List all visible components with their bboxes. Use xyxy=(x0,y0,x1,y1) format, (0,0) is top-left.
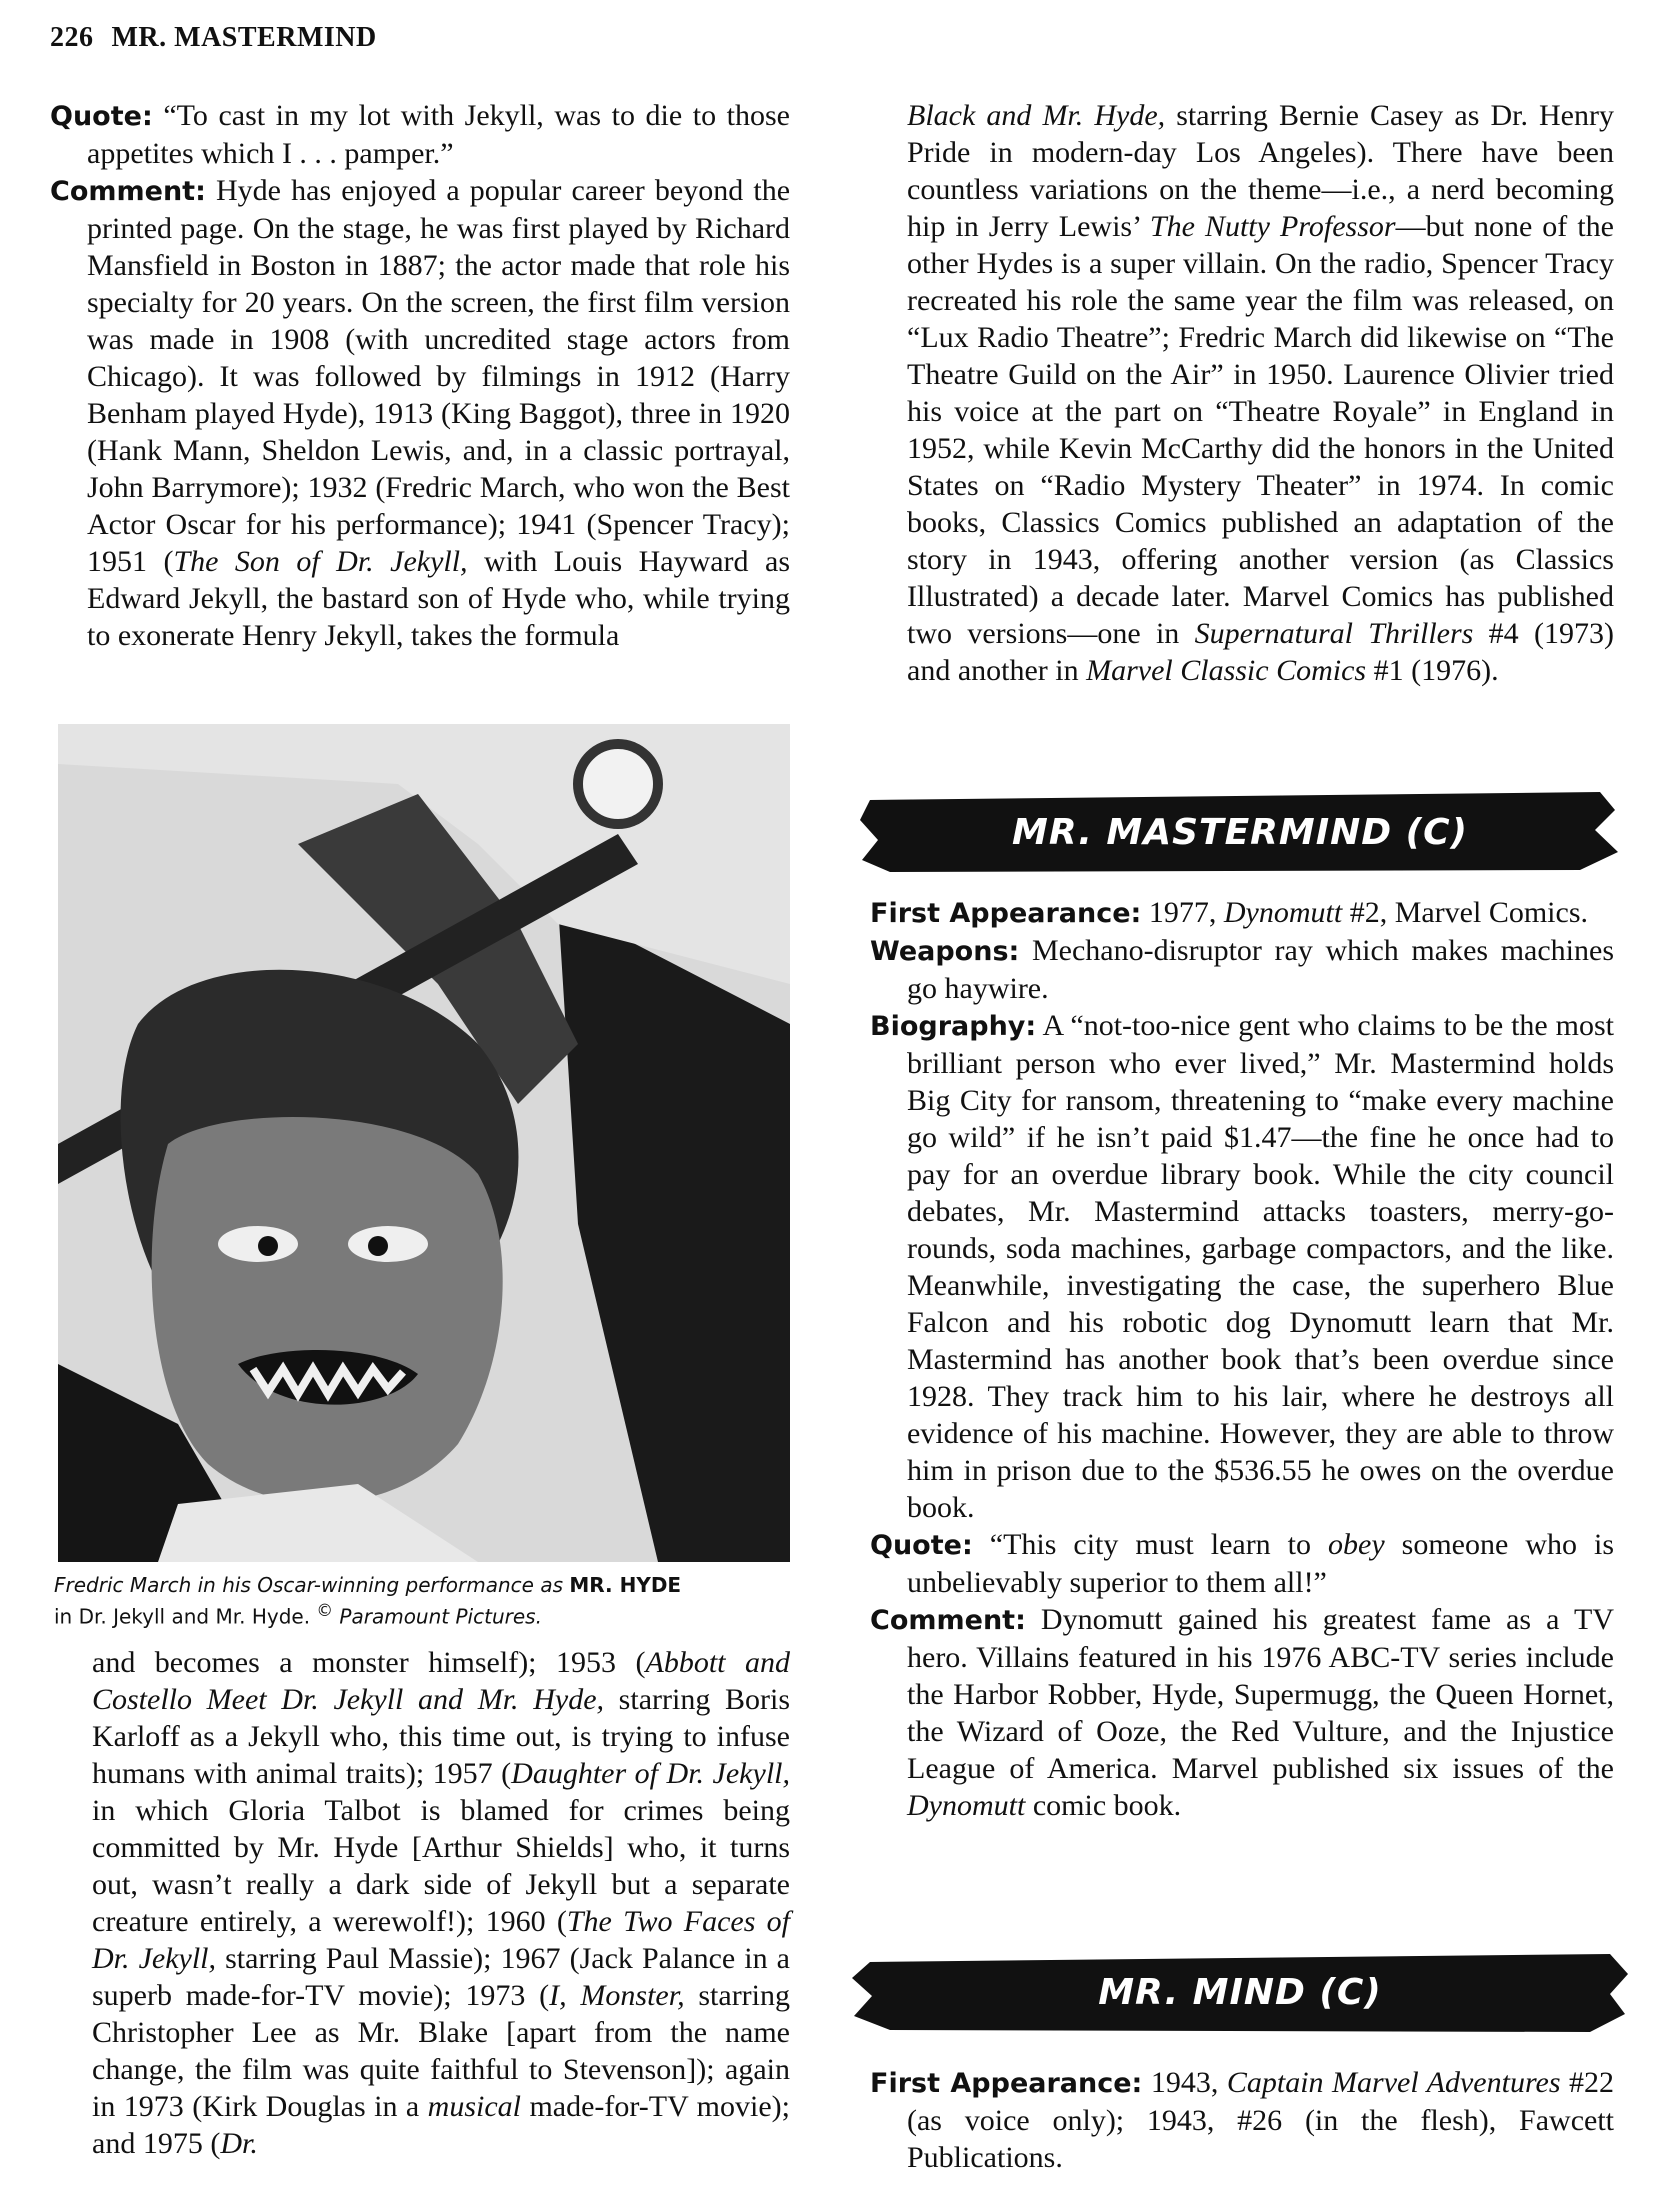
mastermind-entry xyxy=(870,894,1614,1824)
mastermind-banner xyxy=(860,790,1620,874)
hyde-quote: Quote: “To cast in my lot with Jekyll, was to die to those appetites which I . . . pamper.” xyxy=(50,99,790,170)
mastermind-first-appearance: First Appearance: 1977, Dynomutt #2, Marvel Comics. xyxy=(870,896,1588,929)
page-number: 226 xyxy=(50,22,94,53)
hyde-comment: Comment: Hyde has enjoyed a popular career beyond the printed page. On the stage, he was first played by Richard Mansfield in Boston in 1887; the actor made that role his specialty for 20 years. On the screen, the first film version was made in 1908 (with uncredited stage actors from Chicago). It was followed by filmings in 1912 (Harry Benham played Hyde), 1913 (King Baggot), three in 1920 (Hank Mann, Sheldon Lewis, and, in a classic portrayal, John Barrymore); 1932 (Fredric March, who won the Best Actor Oscar for his performance); 1941 (Spencer Tracy); 1951 (The Son of Dr. Jekyll, with Louis Hayward as Edward Jekyll, the bastard son of Hyde who, while trying to exonerate Henry Jekyll, takes the formula xyxy=(50,174,791,652)
mastermind-biography: Biography: A “not-too-nice gent who claims to be the most brilliant person who ever lived,” Mr. Mastermind holds Big City for ransom, threatening to “make every machine go wild” if he isn’t paid $1.47—the fine he once had to pay for an overdue library book. While the city council debates, Mr. Mastermind attacks toasters, merry-go-rounds, soda machines, garbage compactors, and the like. Meanwhile, investigating the case, the superhero Blue Falcon and his robotic dog Dynomutt learn that Mr. Mastermind has another book that’s been overdue since 1928. They track him to his lair, where he destroys all evidence of his machine. However, they are able to throw him in prison due to the $536.55 he owes on the overdue book. xyxy=(870,1009,1614,1524)
hyde-entry-continued xyxy=(92,1644,790,2162)
hyde-entry-right xyxy=(870,97,1614,689)
hyde-comment-continued: and becomes a monster himself); 1953 (Abbott and Costello Meet Dr. Jekyll and Mr. Hyde, starring Boris Karloff as a Jekyll who, this time out, is trying to infuse humans with animal traits); 1957 (Daughter of Dr. Jekyll, in which Gloria Talbot is blamed for crimes being committed by Mr. Hyde [Arthur Shields] who, it turns out, wasn’t really a dark side of Jekyll but a separate creature entirely, a werewolf!); 1960 (The Two Faces of Dr. Jekyll, starring Paul Massie); 1967 (Jack Palance in a superb made-for-TV movie); 1973 (I, Monster, starring Christopher Lee as Mr. Blake [apart from the name change, the film was quite faithful to Stevenson]); again in 1973 (Kirk Douglas in a musical made-for-TV movie); and 1975 (Dr. xyxy=(92,1646,791,2160)
photo-caption: Fredric March in his Oscar-winning performance as MR. HYDE in Dr. Jekyll and Mr. Hyde. © Paramount Pictures. xyxy=(54,1573,682,1629)
mr-hyde-illustration xyxy=(58,724,790,1562)
running-head xyxy=(50,22,377,54)
mind-title: MR. MIND (C) xyxy=(1098,1971,1382,2013)
hyde-comment-right: Black and Mr. Hyde, starring Bernie Casey as Dr. Henry Pride in modern-day Los Angeles). There have been countless variations on the theme—i.e., a nerd becoming hip in Jerry Lewis’ The Nutty Professor—but none of the other Hydes is a super villain. On the radio, Spencer Tracy recreated his role the same year the film was released, on “Lux Radio Theatre”; Fredric March did likewise on “The Theatre Guild on the Air” in 1950. Laurence Olivier tried his voice at the part on “Theatre Royale” in England in 1952, while Kevin McCarthy did the honors in the United States on “Radio Mystery Theater” in 1974. In comic books, Classics Comics published an adaptation of the story in 1943, offering another version (as Classics Illustrated) a decade later. Marvel Comics has published two versions—one in Supernatural Thrillers #4 (1973) and another in Marvel Classic Comics #1 (1976). xyxy=(907,99,1614,687)
mastermind-comment: Comment: Dynomutt gained his greatest fame as a TV hero. Villains featured in his 1976 ABC-TV series include the Harbor Robber, Hyde, Supermugg, the Queen Hornet, the Wizard of Ooze, the Red Vulture, and the Injustice League of America. Marvel published six issues of the Dynomutt comic book. xyxy=(870,1603,1614,1822)
mind-banner xyxy=(850,1950,1630,2034)
running-title: MR. MASTERMIND xyxy=(111,22,377,53)
mastermind-title: MR. MASTERMIND (C) xyxy=(1012,811,1468,853)
hyde-entry-left xyxy=(50,97,790,654)
mr-hyde-photo xyxy=(58,724,790,1562)
mind-entry xyxy=(870,2064,1614,2176)
mastermind-quote: Quote: “This city must learn to obey someone who is unbelievably superior to them all!” xyxy=(870,1528,1614,1599)
mastermind-weapons: Weapons: Mechano-disruptor ray which makes machines go haywire. xyxy=(870,934,1614,1005)
mind-first-appearance: First Appearance: 1943, Captain Marvel Adventures #22 (as voice only); 1943, #26 (in the flesh), Fawcett Publications. xyxy=(870,2066,1615,2174)
